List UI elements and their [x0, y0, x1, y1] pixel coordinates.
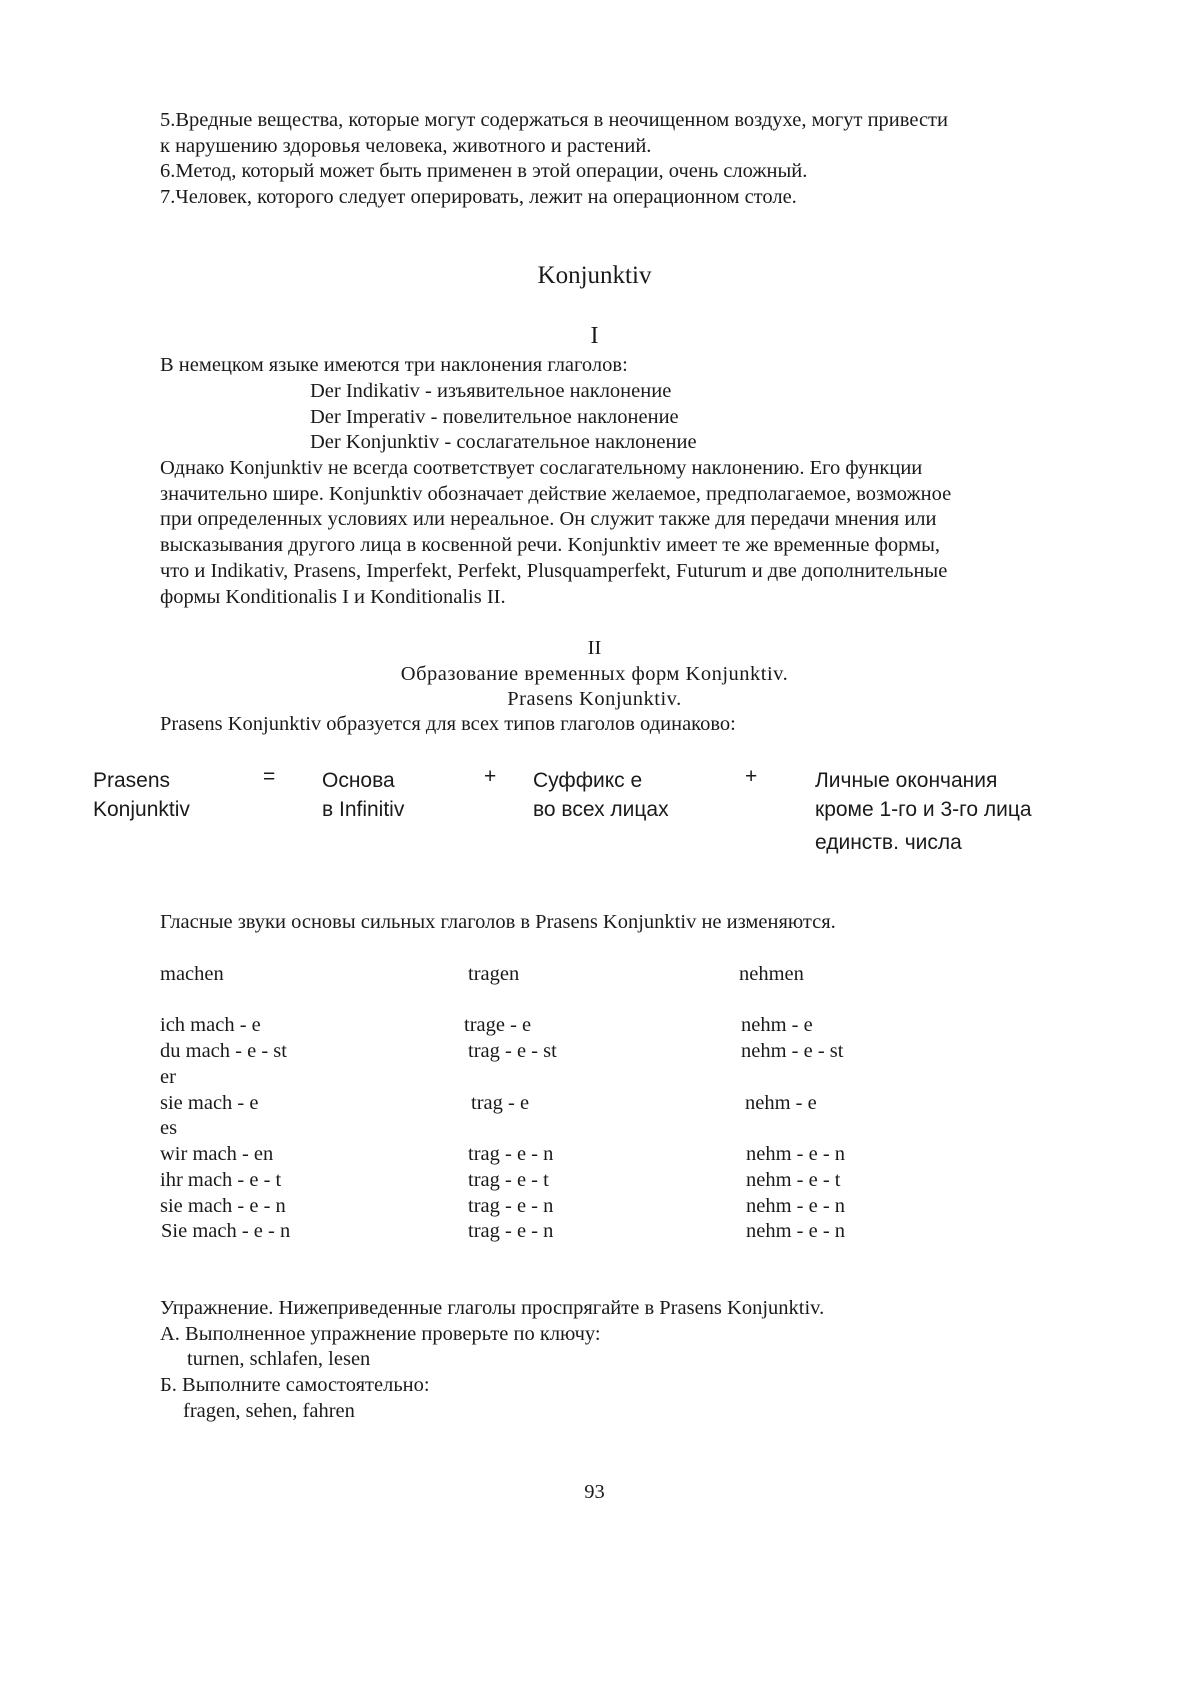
formula-term4-line3: единств. числа	[815, 831, 962, 854]
table-cell: ihr mach - e - t	[160, 1169, 282, 1191]
section2-note: Гласные звуки основы сильных глаголов в Prasens Konjunktiv не изменяются.	[160, 911, 836, 933]
table-cell: ich mach - e	[160, 1014, 261, 1036]
table-cell: nehm - e - t	[746, 1169, 841, 1191]
formula-equals-sign: =	[263, 765, 276, 788]
table-header-tragen: tragen	[468, 963, 520, 985]
table-cell: trag - e - t	[468, 1169, 549, 1191]
paragraph-line-6: формы Konditionalis I и Konditionalis II.	[160, 586, 506, 608]
intro-sentence-6: 6.Метод, который может быть применен в этой операции, очень сложный.	[160, 160, 808, 182]
paragraph-line-5: что и Indikativ, Prasens, Imperfekt, Perfekt, Plusquamperfekt, Futurum и две дополнительные	[160, 560, 948, 582]
table-cell: wir mach - en	[160, 1143, 274, 1165]
table-header-nehmen: nehmen	[739, 963, 804, 985]
intro-sentence-7: 7.Человек, которого следует оперировать, лежит на операционном столе.	[160, 186, 797, 208]
table-cell: du mach - e - st	[160, 1040, 287, 1062]
section2-intro: Prasens Konjunktiv образуется для всех типов глаголов одинаково:	[160, 713, 736, 735]
paragraph-line-3: при определенных условиях или нереальное. Он служит также для передачи мнения или	[160, 508, 937, 530]
exercise-part-a: А. Выполненное упражнение проверьте по ключу:	[160, 1323, 601, 1345]
formula-term3-line2: во всех лицах	[533, 798, 669, 821]
intro-sentence-5b: к нарушению здоровья человека, животного и растений.	[160, 135, 652, 157]
formula-plus-1: +	[484, 765, 497, 788]
paragraph-line-2: значительно шире. Konjunktiv обозначает действие желаемое, предполагаемое, возможное	[160, 483, 952, 505]
table-cell: nehm - e - n	[746, 1195, 846, 1217]
table-cell: trag - e - n	[468, 1195, 554, 1217]
exercise-part-a-verbs: turnen, schlafen, lesen	[187, 1348, 371, 1370]
formula-term2-line2: в Infinitiv	[322, 798, 405, 821]
page-number: 93	[584, 1481, 605, 1503]
table-cell: sie mach - e - n	[160, 1195, 286, 1217]
paragraph-line-1: Однако Konjunktiv не всегда соответствует сослагательному наклонению. Его функции	[160, 457, 923, 479]
exercise-task: Упражнение. Нижеприведенные глаголы проспрягайте в Prasens Konjunktiv.	[160, 1297, 825, 1319]
table-cell: trag - e - n	[468, 1143, 554, 1165]
table-header-machen: machen	[160, 963, 224, 985]
table-cell: trag - e - n	[468, 1220, 554, 1242]
exercise-part-b-verbs: fragen, sehen, fahren	[183, 1400, 355, 1422]
formula-term1-line2: Konjunktiv	[93, 798, 190, 821]
formula-plus-2: +	[745, 765, 758, 788]
table-cell: trage - e	[464, 1014, 532, 1036]
page-title: Konjunktiv	[537, 262, 652, 289]
mood-konjunktiv: Der Konjunktiv - сослагательное наклонение	[310, 431, 697, 453]
intro-sentence-5a: 5.Вредные вещества, которые могут содержаться в неочищенном воздухе, могут привести	[160, 109, 948, 131]
exercise-part-b: Б. Выполните самостоятельно:	[160, 1374, 430, 1396]
table-cell: nehm - e - n	[746, 1220, 846, 1242]
section-numeral-1: I	[590, 323, 599, 349]
table-cell: nehm - e - n	[746, 1143, 846, 1165]
table-cell: sie mach - e	[160, 1092, 259, 1114]
formula-term4-line1: Личные окончания	[815, 769, 998, 792]
paragraph-line-4: высказывания другого лица в косвенной речи. Konjunktiv имеет те же временные формы,	[160, 534, 940, 556]
section-numeral-2: II	[587, 637, 602, 659]
table-cell: nehm - e	[745, 1092, 817, 1114]
table-cell: trag - e	[471, 1092, 530, 1114]
mood-imperativ: Der Imperativ - повелительное наклонение	[310, 406, 679, 428]
formula-term4-line2: кроме 1-го и 3-го лица	[815, 798, 1032, 821]
table-cell: nehm - e	[741, 1014, 813, 1036]
mood-indikativ: Der Indikativ - изъявительное наклонение	[310, 380, 672, 402]
table-cell: er	[160, 1066, 176, 1088]
section1-intro: В немецком языке имеются три наклонения глаголов:	[160, 354, 628, 376]
table-cell: nehm - e - st	[741, 1040, 844, 1062]
table-cell: Sie mach - e - n	[161, 1220, 291, 1242]
section2-heading-1: Образование временных форм Konjunktiv.	[400, 663, 789, 685]
table-cell: es	[160, 1117, 178, 1139]
formula-term2-line1: Основа	[322, 769, 395, 792]
section2-heading-2: Prasens Konjunktiv.	[507, 688, 682, 710]
formula-term3-line1: Суффикс е	[533, 769, 643, 792]
table-cell: trag - e - st	[468, 1040, 557, 1062]
formula-term1-line1: Prasens	[93, 769, 171, 792]
